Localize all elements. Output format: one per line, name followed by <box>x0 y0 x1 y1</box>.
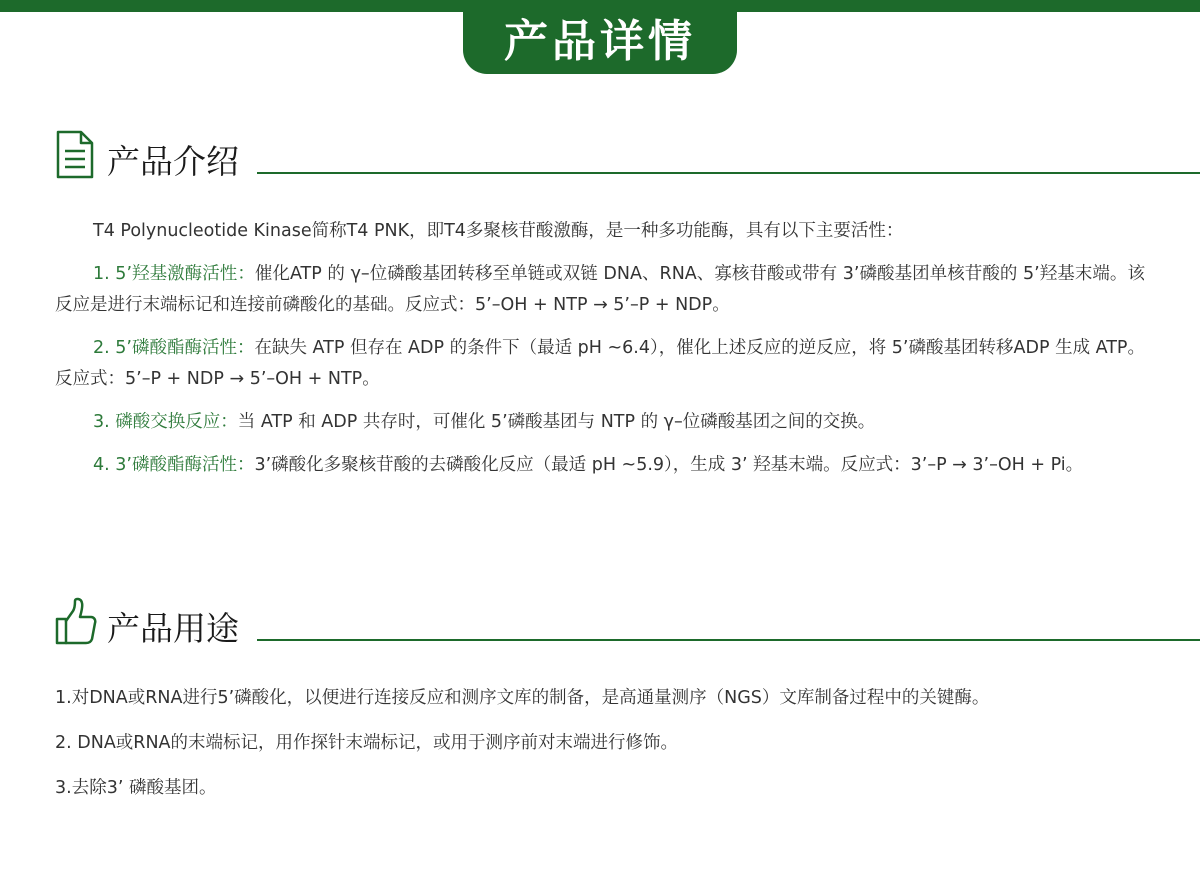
intro-section-header <box>55 130 1200 180</box>
activity-item <box>55 259 1145 321</box>
usage-item: 3.去除3’ 磷酸基团。 <box>55 778 217 798</box>
activity-text: 当 ATP 和 ADP 共存时，可催化 5’磷酸基团与 NTP 的 γ–位磷酸基团之间的交换。 <box>237 412 876 432</box>
usage-item: 1.对DNA或RNA进行5’磷酸化，以便进行连接反应和测序文库的制备，是高通量测序（NGS）文库制备过程中的关键酶。 <box>55 688 990 708</box>
thumbs-up-icon <box>55 597 97 647</box>
usage-section-header <box>55 597 1200 647</box>
activity-term: 3. 磷酸交换反应： <box>93 412 238 432</box>
header-banner <box>463 0 737 74</box>
page-title: 产品详情 <box>504 16 696 67</box>
usage-item: 2. DNA或RNA的末端标记，用作探针末端标记，或用于测序前对末端进行修饰。 <box>55 733 679 753</box>
activity-item <box>55 407 1145 438</box>
activity-term: 2. 5’磷酸酯酶活性： <box>93 338 255 358</box>
intro-section-rule <box>257 172 1200 174</box>
usage-body <box>55 683 1143 804</box>
intro-lead: T4 Polynucleotide Kinase简称T4 PNK，即T4多聚核苷酸激酶，是一种多功能酶，具有以下主要活性： <box>93 221 904 241</box>
activity-text: 催化ATP 的 γ–位磷酸基团转移至单链或双链 DNA、RNA、寡核苷酸或带有 3’磷酸基团单核苷酸的 5’羟基末端。该反应是进行末端标记和连接前磷酸化的基础。反应式：5’–OH + NTP → 5’–P + NDP。 <box>55 264 1145 315</box>
usage-section-rule <box>257 639 1200 641</box>
activity-item <box>55 450 1145 481</box>
activity-item <box>55 333 1145 395</box>
usage-section-title: 产品用途 <box>107 609 239 648</box>
activity-term: 4. 3’磷酸酯酶活性： <box>93 455 255 475</box>
intro-section-title: 产品介绍 <box>107 142 239 181</box>
activity-text: 在缺失 ATP 但存在 ADP 的条件下（最适 pH ~6.4），催化上述反应的逆反应，将 5’磷酸基团转移ADP 生成 ATP。反应式：5’–P + NDP → 5’–OH + NTP。 <box>55 338 1145 389</box>
intro-body <box>55 216 1145 481</box>
activity-text: 3’磷酸化多聚核苷酸的去磷酸化反应（最适 pH ~5.9），生成 3’ 羟基末端。反应式：3’–P → 3’–OH + Pi。 <box>254 455 1084 475</box>
document-icon <box>55 130 95 180</box>
activity-term: 1. 5’羟基激酶活性： <box>93 264 255 284</box>
